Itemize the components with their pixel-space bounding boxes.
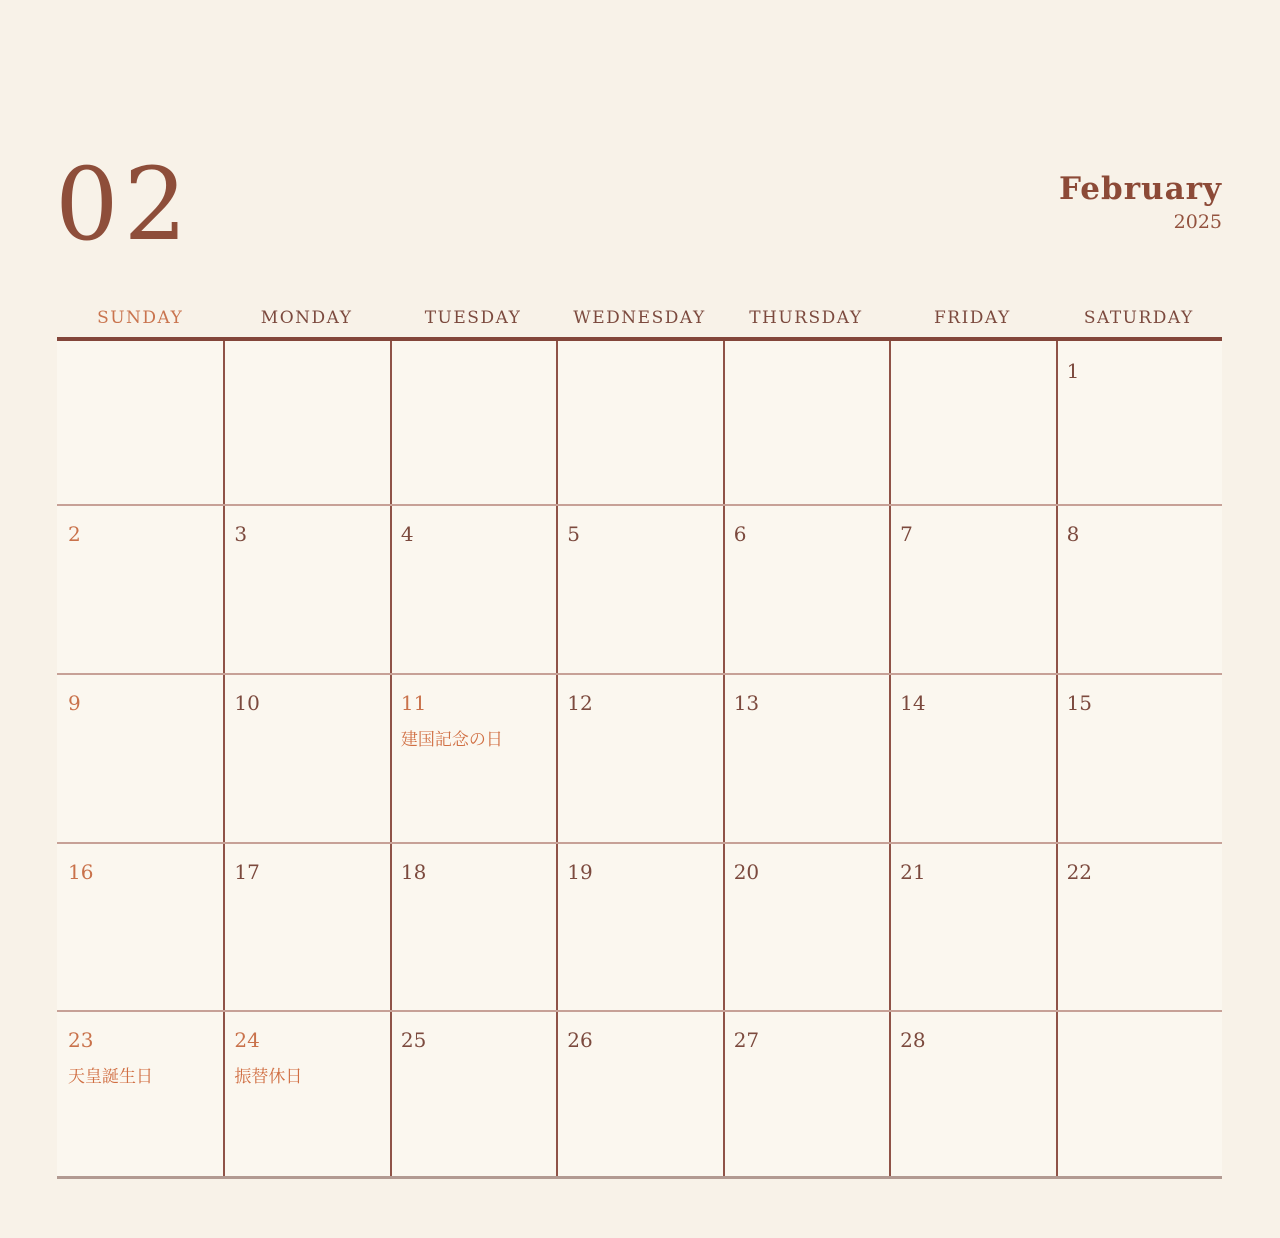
holiday-label: 建国記念の日 xyxy=(400,730,503,750)
calendar-cell-27 xyxy=(723,1010,889,1178)
calendar-cell-8 xyxy=(1056,504,1222,673)
calendar-grid xyxy=(57,341,1222,1178)
row-separator-line xyxy=(57,1010,1222,1012)
calendar-cell-empty xyxy=(556,341,722,504)
calendar-cell-2 xyxy=(57,504,223,673)
calendar-cell-3 xyxy=(223,504,389,673)
day-number: 13 xyxy=(733,691,760,715)
calendar-cell-10 xyxy=(223,673,389,842)
calendar-cell-26 xyxy=(556,1010,722,1178)
day-number: 9 xyxy=(68,691,81,715)
calendar-cell-16 xyxy=(57,842,223,1010)
day-number: 20 xyxy=(733,860,760,884)
day-number: 16 xyxy=(68,860,94,884)
day-number: 1 xyxy=(1066,359,1080,383)
day-number: 26 xyxy=(567,1028,593,1052)
calendar-cell-19 xyxy=(556,842,722,1010)
year-label: 2025 xyxy=(1173,211,1222,234)
calendar-cell-empty xyxy=(57,341,223,504)
day-number: 22 xyxy=(1066,860,1093,884)
calendar-cell-5 xyxy=(556,504,722,673)
day-number: 14 xyxy=(900,691,926,715)
grid-vertical-line xyxy=(223,341,225,1178)
weekday-label-friday: FRIDAY xyxy=(933,308,1011,328)
grid-vertical-line xyxy=(889,341,891,1178)
grid-vertical-line xyxy=(556,341,558,1178)
calendar-cell-22 xyxy=(1056,842,1222,1010)
calendar-cell-15 xyxy=(1056,673,1222,842)
calendar-cell-6 xyxy=(723,504,889,673)
day-number: 10 xyxy=(234,691,260,715)
calendar-cell-17 xyxy=(223,842,389,1010)
month-title-block xyxy=(1059,172,1222,233)
holiday-label: 振替休日 xyxy=(234,1067,303,1087)
weekday-label-wednesday: WEDNESDAY xyxy=(573,308,706,328)
calendar-cell-12 xyxy=(556,673,722,842)
day-number: 24 xyxy=(234,1028,260,1052)
row-separator-line xyxy=(57,842,1222,844)
weekday-label-sunday: SUNDAY xyxy=(97,308,184,328)
weekday-label-thursday: THURSDAY xyxy=(749,308,863,328)
calendar-cell-13 xyxy=(723,673,889,842)
month-number: 02 xyxy=(55,146,193,263)
calendar-cell-empty xyxy=(723,341,889,504)
calendar-cell-20 xyxy=(723,842,889,1010)
day-number: 2 xyxy=(68,522,81,546)
calendar-cell-7 xyxy=(889,504,1055,673)
day-number: 18 xyxy=(400,860,427,884)
calendar-cell-21 xyxy=(889,842,1055,1010)
calendar-cell-empty xyxy=(889,341,1055,504)
weekday-label-monday: MONDAY xyxy=(260,308,353,328)
grid-vertical-line xyxy=(1056,341,1058,1178)
grid-vertical-line xyxy=(390,341,392,1178)
calendar-cell-24 xyxy=(223,1010,389,1178)
month-name: February xyxy=(1058,171,1222,207)
holiday-label: 天皇誕生日 xyxy=(68,1067,153,1087)
weekday-label-saturday: SATURDAY xyxy=(1083,308,1194,328)
day-number: 6 xyxy=(733,522,747,546)
weekday-header-row xyxy=(57,298,1222,332)
calendar-cell-25 xyxy=(390,1010,556,1178)
day-number: 5 xyxy=(567,522,581,546)
calendar-cell-18 xyxy=(390,842,556,1010)
calendar-cell-1 xyxy=(1056,341,1222,504)
day-number: 15 xyxy=(1066,691,1093,715)
day-number: 3 xyxy=(234,522,248,546)
row-separator-line xyxy=(57,504,1222,506)
grid-vertical-line xyxy=(723,341,725,1178)
calendar-cell-9 xyxy=(57,673,223,842)
calendar-cell-empty xyxy=(1056,1010,1222,1178)
day-number: 11 xyxy=(400,691,427,715)
calendar-cell-23 xyxy=(57,1010,223,1178)
day-number: 28 xyxy=(900,1028,926,1052)
calendar-cell-11 xyxy=(390,673,556,842)
weekday-label-tuesday: TUESDAY xyxy=(424,308,522,328)
day-number: 19 xyxy=(567,860,593,884)
calendar-cell-14 xyxy=(889,673,1055,842)
calendar-cell-empty xyxy=(223,341,389,504)
day-number: 27 xyxy=(733,1028,760,1052)
day-number: 23 xyxy=(68,1028,94,1052)
calendar-cell-empty xyxy=(390,341,556,504)
calendar-cell-4 xyxy=(390,504,556,673)
calendar-cell-28 xyxy=(889,1010,1055,1178)
day-number: 7 xyxy=(900,522,913,546)
day-number: 4 xyxy=(400,522,414,546)
day-number: 25 xyxy=(400,1028,427,1052)
day-number: 12 xyxy=(567,691,593,715)
day-number: 8 xyxy=(1066,522,1080,546)
day-number: 21 xyxy=(900,860,926,884)
grid-bottom-rule xyxy=(57,1176,1222,1179)
row-separator-line xyxy=(57,673,1222,675)
day-number: 17 xyxy=(234,860,260,884)
